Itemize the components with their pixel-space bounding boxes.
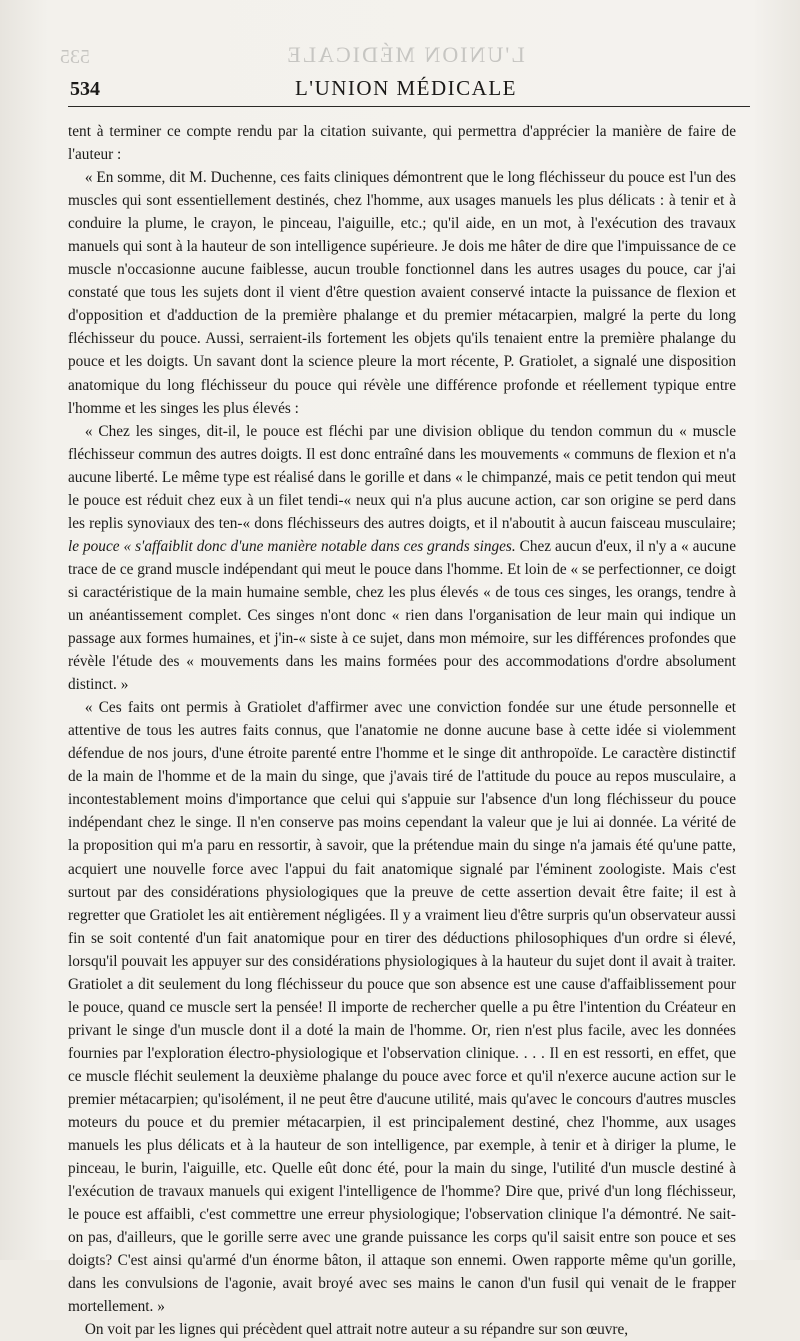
quote-text-after-italic: Chez aucun d'eux, il n'y a « aucune trace de ce grand muscle indépendant qui meut le pouce dans l'homme. Et loin de « se perfectionner, ce doigt si caractéristique de la main humaine semble, chez les plus élevés « de tous ces singes, les orangs, tendre à un anéantissement complet. Ces singes n'ont donc « rien dans l'organisation de leur main qui indique un passage aux formes humaines, et j'in-« siste à ce sujet, dans mon mémoire, sur les différences profondes que révèle l'étude des « mouvements dans les mains formées pour des accommodations d'ordre absolument distinct. » [68,537,736,694]
page-header [62,70,750,104]
header-rule [68,106,750,107]
quote-text-before-italic: « Chez les singes, dit-il, le pouce est fléchi par une division oblique du tendon commun du « muscle fléchisseur commun des autres doigts. Il est donc entraîné dans les mouvements « communs de flexion et n'a aucune liberté. Le même type est réalisé dans le gorille et dans « le chimpanzé, mais ce petit tendon qui meut le pouce est réduit chez eux à un filet tendi-« neux qui n'a plus aucune action, car son origine se perd dans les replis synoviaux des ten-« dons fléchisseurs des autres doigts, et il n'aboutit à aucun faisceau musculaire; [68,422,736,532]
paragraph-discussion: « Ces faits ont permis à Gratiolet d'affirmer avec une conviction fondée sur une étude personnelle et attentive de tous les autres faits connus, que l'anatomie ne donne aucune base à cette idée si violemment défendue de nos jours, d'une étroite parenté entre l'homme et le singe dit anthropoïde. Le caractère distinctif de la main de l'homme et de la main du singe, que j'avais tiré de l'attitude du pouce au repos musculaire, a incontestablement moins d'importance que celui qui s'appuie sur l'absence d'un long fléchisseur du pouce indépendant chez le singe. Il n'en conserve pas moins cependant la valeur que je lui ai donnée. La vérité de la proposition qui m'a paru en ressortir, à savoir, que la prétendue main du singe n'a jamais été qu'une patte, acquiert une nouvelle force avec l'appui du fait anatomique signalé par l'éminent zoologiste. Mais c'est surtout par des considérations physiologiques que la preuve de cette assertion devait être faite; il est à regretter que Gratiolet les ait entièrement négligées. Il y a vraiment lieu d'être surpris qu'un observateur aussi fin se soit contenté d'un fait anatomique pour en tirer des déductions philosophiques d'un ordre si élevé, lorsqu'il pouvait les appuyer sur des considérations physiologiques à la hauteur du sujet dont il avait à traiter. Gratiolet a dit seulement du long fléchisseur du pouce que son absence est une cause d'affaiblissement pour le pouce, quand ce muscle sert la pensée! Il importe de rechercher quelle a pu être l'intention du Créateur en privant le singe d'un muscle dont il a doté la main de l'homme. Or, rien n'est plus facile, avec les données fournies par l'exploration électro-physiologique et l'observation clinique. . . . Il en est ressorti, en effet, que ce muscle fléchit seulement la deuxième phalange du pouce avec force et qu'il n'exerce aucune action sur le premier métacarpien; qu'isolément, il ne peut être d'aucune utilité, mais qu'avec le concours d'autres muscles moteurs du pouce et du premier métacarpien, il est principalement destiné, chez l'homme, aux usages manuels les plus délicats et à la hauteur de son intelligence, par exemple, à tenir et à diriger la plume, le pinceau, le burin, l'aiguille, etc. Quelle eût donc été, pour la main du singe, l'utilité d'un muscle destiné à l'exécution de travaux manuels qui exigent l'intelligence de l'homme? Dire que, privé d'un long fléchisseur, le pouce est affaibli, c'est commettre une erreur physiologique; l'observation clinique l'a démontré. Ne sait-on pas, d'ailleurs, que le gorille serre avec une grande puissance les corps qu'il saisit entre son pouce et ses doigts? C'est ainsi qu'armé d'un énorme bâton, il attaque son ennemi. Owen rapporte même qu'un gorille, dans les convulsions de l'agonie, avait broyé avec ses mains le canon d'un fusil qui venait de le frapper mortellement. » [68,699,736,1316]
paragraph-intro: tent à terminer ce compte rendu par la citation suivante, qui permettra d'apprécier la manière de faire de l'auteur : [68,123,736,164]
quote-italic-text: le pouce « s'affaiblit donc d'une manière notable dans ces grands singes. [68,537,516,555]
bleed-through-page-number: 535 [60,46,90,68]
article-body [68,120,736,1341]
page-number: 534 [70,78,100,100]
running-title: L'UNION MÉDICALE [294,76,517,100]
paragraph-gratiolet-quote [68,420,736,697]
bleed-through-title: L'UNION MÉDICALE [285,42,525,67]
paragraph-duchenne-quote: « En somme, dit M. Duchenne, ces faits cliniques démontrent que le long fléchisseur du pouce est l'un des muscles qui sont essentiellement destinés, chez l'homme, aux usages manuels les plus délicats : à tenir et à conduire la plume, le crayon, le pinceau, l'aiguille, etc.; qu'il aide, en un mot, à l'exécution des travaux manuels qui sont à la hauteur de son intelligence supérieure. Je dois me hâter de dire que l'impuissance de ce muscle n'occasionne aucune faiblesse, aucun trouble fonctionnel dans les autres usages du pouce, car j'ai constaté que tous les sujets dont il vient d'être question avaient conservé intacte la puissance de flexion et d'opposition et d'adduction de la première phalange et du premier métacarpien, malgré la perte du long fléchisseur du pouce. Aussi, serraient-ils fortement les objets qu'ils tenaient entre la première phalange du pouce et les doigts. Un savant dont la science pleure la mort récente, P. Gratiolet, a signalé une disposition anatomique du long fléchisseur du pouce qui révèle une différence profonde et réellement typique entre l'homme et les singes les plus élevés : [68,169,736,417]
paragraph-closing: On voit par les lignes qui précèdent quel attrait notre auteur a su répandre sur son œuvre, [84,1321,629,1339]
